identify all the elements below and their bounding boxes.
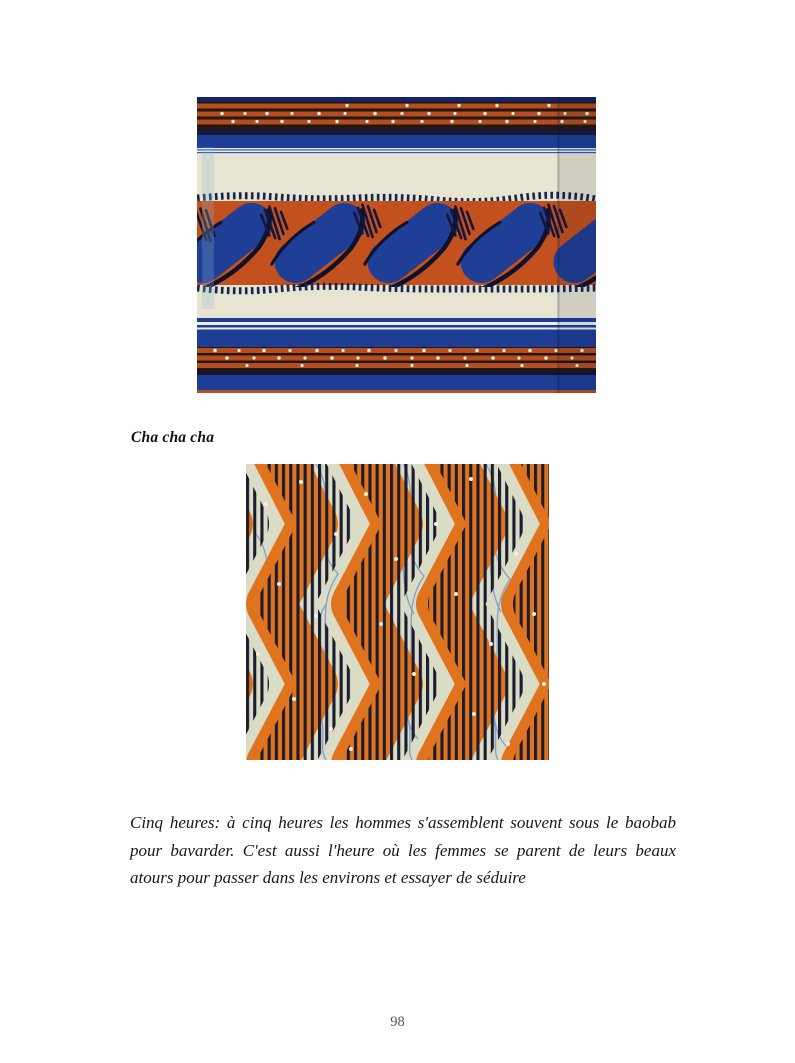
rope-stripe-fabric-image	[197, 97, 596, 393]
fabric-photo-rope-stripes	[197, 97, 596, 393]
figure-caption: Cha cha cha	[131, 429, 215, 446]
paragraph-line: pour bavarder. C'est aussi l'heure où les femmes se parent de leurs beaux	[130, 840, 676, 860]
paragraph-line: atours pour passer dans les environs et essayer de séduire	[130, 868, 526, 887]
paragraph-line: Cinq heures: à cinq heures les hommes s'assemblent souvent sous le baobab	[130, 813, 676, 832]
page-number: 98	[390, 1014, 405, 1030]
body-paragraph	[130, 809, 676, 892]
fabric-photo-zigzag	[246, 464, 549, 760]
zigzag-fabric-image	[246, 464, 549, 760]
